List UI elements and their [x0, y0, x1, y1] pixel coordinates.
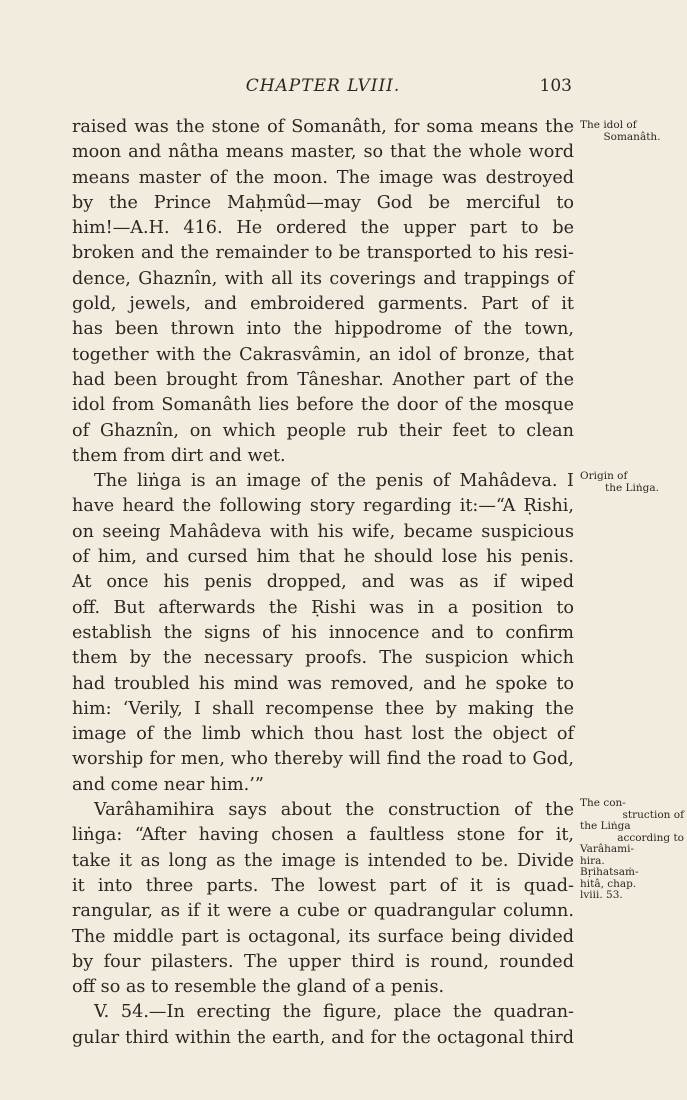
text-line: had troubled his mind was removed, and he spoke to [72, 673, 574, 694]
margin-note-line: Bṛihatsaṁ- [580, 866, 639, 878]
text-line: and come near him.’” [72, 774, 264, 795]
text-line: gular third within the earth, and for the octagonal third [72, 1027, 574, 1048]
text-line: At once his penis dropped, and was as if wiped [72, 572, 574, 593]
text-line: worship for men, who thereby will find the road to God, [72, 749, 574, 770]
text-line: V. 54.—In erecting the figure, place the quadran- [94, 1002, 574, 1023]
text-line: raised was the stone of Somanâth, for soma means the [72, 117, 574, 137]
text-line: Varâhamihira says about the construction of the [94, 800, 574, 821]
text-line: gold, jewels, and embroidered garments. Part of it [72, 294, 574, 315]
margin-note-line: the Liṅga [580, 820, 631, 832]
margin-note-line: the Liṅga. [605, 481, 659, 494]
text-line: him!—A.H. 416. He ordered the upper part to be [72, 218, 574, 239]
text-line: together with the Cakrasvâmin, an idol of bronze, that [72, 344, 574, 365]
margin-note-line: Somanâth. [603, 130, 661, 143]
text-line: broken and the remainder to be transported to his resi- [72, 243, 574, 264]
running-head: CHAPTER LVIII. [245, 76, 401, 96]
margin-note-line: hira. [580, 854, 605, 867]
text-line: rangular, as if it were a cube or quadrangular column. [72, 901, 574, 922]
margin-note-line: hitâ, chap. [580, 877, 637, 890]
text-line: off so as to resemble the gland of a penis. [72, 977, 445, 998]
text-line: establish the signs of his innocence and to confirm [72, 622, 574, 643]
text-line: by four pilasters. The upper third is round, rounded [72, 951, 574, 972]
text-line: image of the limb which thou hast lost the object of [72, 724, 574, 745]
page-number: 103 [539, 76, 572, 96]
text-line: on seeing Mahâdeva with his wife, became suspicious [72, 521, 574, 542]
margin-note-line: The idol of [580, 119, 637, 131]
margin-note [580, 471, 684, 494]
text-line: them by the necessary proofs. The suspicion which [72, 648, 574, 669]
text-line: The liṅga is an image of the penis of Mahâdeva. I [94, 471, 574, 492]
margin-note-line: Varâhami- [580, 843, 635, 855]
text-line: moon and nâtha means master, so that the whole word [72, 142, 574, 163]
text-line: off. But afterwards the Ṛishi was in a position to [72, 597, 574, 618]
margin-note-line: struction of [622, 808, 684, 821]
body-text [72, 115, 574, 1051]
text-line: The middle part is octagonal, its surface being divided [72, 926, 574, 947]
text-line: them from dirt and wet. [72, 445, 286, 466]
text-line: have heard the following story regarding it:—“A Ṛishi, [72, 496, 574, 517]
text-line: him: ‘Verily, I shall recompense thee by making the [72, 698, 574, 719]
text-line: take it as long as the image is intended to be. Divide [72, 850, 574, 871]
text-line: had been brought from Tâneshar. Another part of the [72, 369, 574, 390]
text-line: of him, and cursed him that he should lose his penis. [72, 547, 574, 568]
text-line: it into three parts. The lowest part of it is quad- [72, 875, 574, 896]
margin-note-line: lviii. 53. [580, 889, 623, 901]
text-line: by the Prince Maḥmûd—may God be merciful to [72, 192, 574, 213]
page-header [72, 76, 574, 102]
margin-note-line: Origin of [580, 470, 628, 482]
margin-note-line: according to [617, 831, 684, 844]
margin-note-line: The con- [580, 797, 626, 809]
margin-note [580, 120, 684, 143]
margin-note [580, 798, 684, 902]
text-line: liṅga: “After having chosen a faultless stone for it, [72, 825, 574, 846]
text-line: idol from Somanâth lies before the door of the mosque [72, 395, 574, 416]
text-line: of Ghaznîn, on which people rub their feet to clean [72, 420, 574, 441]
text-line: has been thrown into the hippodrome of the town, [72, 319, 574, 340]
text-line: means master of the moon. The image was destroyed [72, 167, 574, 188]
text-line: dence, Ghaznîn, with all its coverings and trappings of [72, 268, 574, 289]
